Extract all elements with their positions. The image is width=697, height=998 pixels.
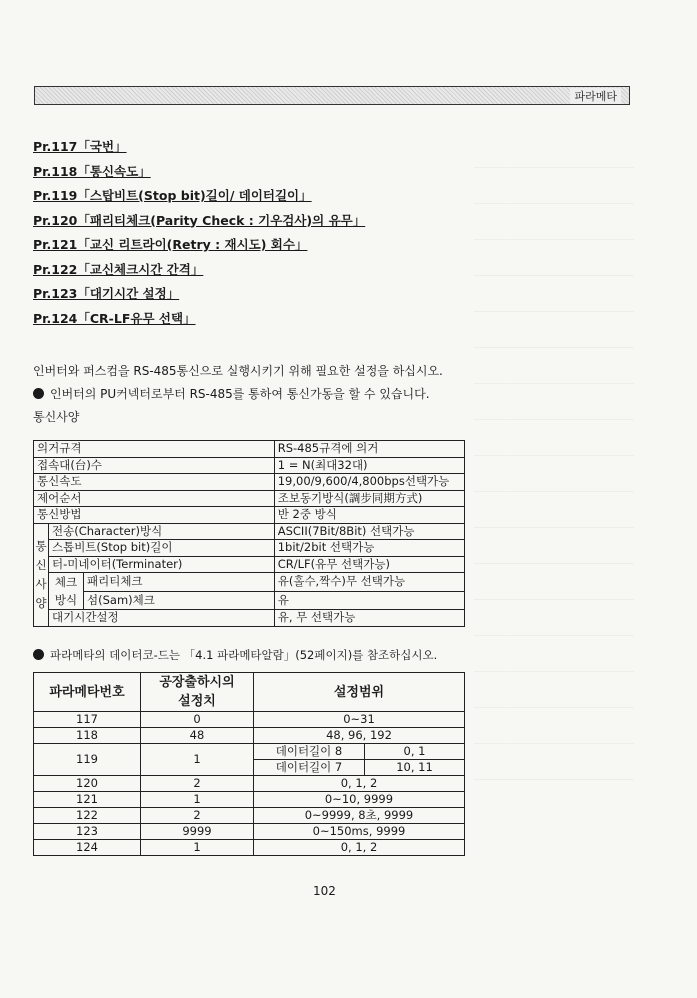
param-item: Pr.122「교신체크시간 간격」: [33, 261, 204, 277]
param-sub-label: 데이터길이 7: [254, 760, 365, 776]
table-row: [34, 507, 465, 524]
param-item: Pr.120「패리티체크(Parity Check : 기우검사)의 유무」: [33, 212, 366, 228]
spec-value: 19,00/9,600/4,800bps선택가능: [274, 474, 464, 491]
table-row: [34, 824, 465, 840]
param-default: 0: [141, 712, 254, 728]
param-range: 0~10, 9999: [254, 792, 465, 808]
table-row: [34, 792, 465, 808]
spec-value: 반 2중 방식: [274, 507, 464, 524]
spec-label: 통신방법: [34, 507, 275, 524]
spec-label: 스톱비트(Stop bit)길이: [49, 540, 275, 557]
parameter-list: [33, 136, 365, 332]
note: 파라메타의 데이터코-드는 「4.1 파라메타알람」(52페이지)를 참조하십시오.: [33, 647, 437, 663]
table-row: [34, 441, 465, 458]
param-item: Pr.118「통신속도」: [33, 163, 151, 179]
param-number: 120: [34, 776, 141, 792]
param-item: Pr.123「대기시간 설정」: [33, 286, 180, 301]
param-default: 9999: [141, 824, 254, 840]
spec-label: 대기시간설정: [49, 610, 275, 627]
param-number: 122: [34, 808, 141, 824]
spec-table: [33, 440, 465, 627]
table-row: [34, 712, 465, 728]
param-sub-value: 10, 11: [365, 760, 465, 776]
param-range: 0~9999, 8초, 9999: [254, 808, 465, 824]
spec-label: 제어순서: [34, 490, 275, 507]
spec-value: 조보동기방식(調步同期方式): [274, 490, 464, 507]
spec-label: 섬(Sam)체크: [84, 591, 275, 610]
table-row: [34, 523, 465, 540]
header-number: 파라메타번호: [34, 673, 141, 712]
spec-value: ASCII(7Bit/8Bit) 선택가능: [274, 523, 464, 540]
table-row: [34, 840, 465, 856]
spec-label: 전송(Character)방식: [49, 523, 275, 540]
param-sub-label: 데이터길이 8: [254, 744, 365, 760]
spec-label: 터-미네이터(Terminater): [49, 556, 275, 573]
bleed-through-background: [474, 140, 634, 780]
param-item: Pr.121「교신 리트라이(Retry : 재시도) 회수」: [33, 237, 308, 252]
param-item: Pr.117「국번」: [33, 139, 127, 154]
param-default: 2: [141, 776, 254, 792]
spec-label: 의거규격: [34, 441, 275, 458]
param-number: 123: [34, 824, 141, 840]
spec-value: RS-485규격에 의거: [274, 441, 464, 458]
param-number: 118: [34, 728, 141, 744]
spec-value: 유: [274, 591, 464, 610]
param-sub-value: 0, 1: [365, 744, 465, 760]
table-row: [34, 744, 465, 760]
header-range: 설정범위: [254, 673, 465, 712]
table-header-row: [34, 673, 465, 712]
param-item: Pr.119「스탑비트(Stop bit)길이/ 데이터길이」: [33, 188, 312, 203]
param-number: 119: [34, 744, 141, 776]
param-number: 124: [34, 840, 141, 856]
spec-value: 1bit/2bit 선택가능: [274, 540, 464, 557]
table-row: [34, 556, 465, 573]
spec-label: 패리티체크: [84, 573, 275, 592]
spec-value: CR/LF(유무 선택가능): [274, 556, 464, 573]
param-default: 2: [141, 808, 254, 824]
param-range: 0~31: [254, 712, 465, 728]
section-heading: 통신사양: [33, 410, 80, 424]
header-bar: [34, 86, 630, 105]
page-number: 102: [313, 884, 336, 898]
param-number: 121: [34, 792, 141, 808]
param-default: 48: [141, 728, 254, 744]
intro-bullet: 인버터의 PU커넥터로부터 RS-485를 통하여 통신가동을 할 수 있습니다.: [33, 383, 443, 406]
param-default: 1: [141, 744, 254, 776]
table-row: [34, 490, 465, 507]
table-row: [34, 610, 465, 627]
parameter-table: [33, 672, 465, 856]
table-row: [34, 457, 465, 474]
param-default: 1: [141, 792, 254, 808]
spec-label: 접속대(台)수: [34, 457, 275, 474]
table-row: [34, 728, 465, 744]
check-label: 체크 방식: [49, 573, 84, 610]
param-range: 0, 1, 2: [254, 776, 465, 792]
spec-value: 1 = N(최대32대): [274, 457, 464, 474]
table-row: [34, 540, 465, 557]
table-row: [34, 591, 465, 610]
param-item: Pr.124「CR-LF유무 선택」: [33, 310, 196, 326]
section-title: 파라메타: [570, 88, 621, 104]
table-row: [34, 474, 465, 491]
header-factory: 공장출하시의 설정치: [141, 673, 254, 712]
table-row: [34, 573, 465, 592]
intro-line: 인버터와 퍼스컴을 RS-485통신으로 실행시키기 위해 필요한 설정을 하십시오.: [33, 364, 443, 378]
param-range: 48, 96, 192: [254, 728, 465, 744]
param-default: 1: [141, 840, 254, 856]
table-row: [34, 808, 465, 824]
intro-text: [33, 360, 443, 429]
param-range: 0, 1, 2: [254, 840, 465, 856]
spec-label: 통신속도: [34, 474, 275, 491]
spec-value: 유, 무 선택가능: [274, 610, 464, 627]
bullet-icon: [33, 388, 44, 399]
group-label: 통 신 사 양: [34, 523, 49, 626]
param-number: 117: [34, 712, 141, 728]
bullet-icon: [33, 649, 44, 660]
spec-value: 유(홀수,짝수)무 선택가능: [274, 573, 464, 592]
table-row: [34, 776, 465, 792]
param-range: 0~150ms, 9999: [254, 824, 465, 840]
